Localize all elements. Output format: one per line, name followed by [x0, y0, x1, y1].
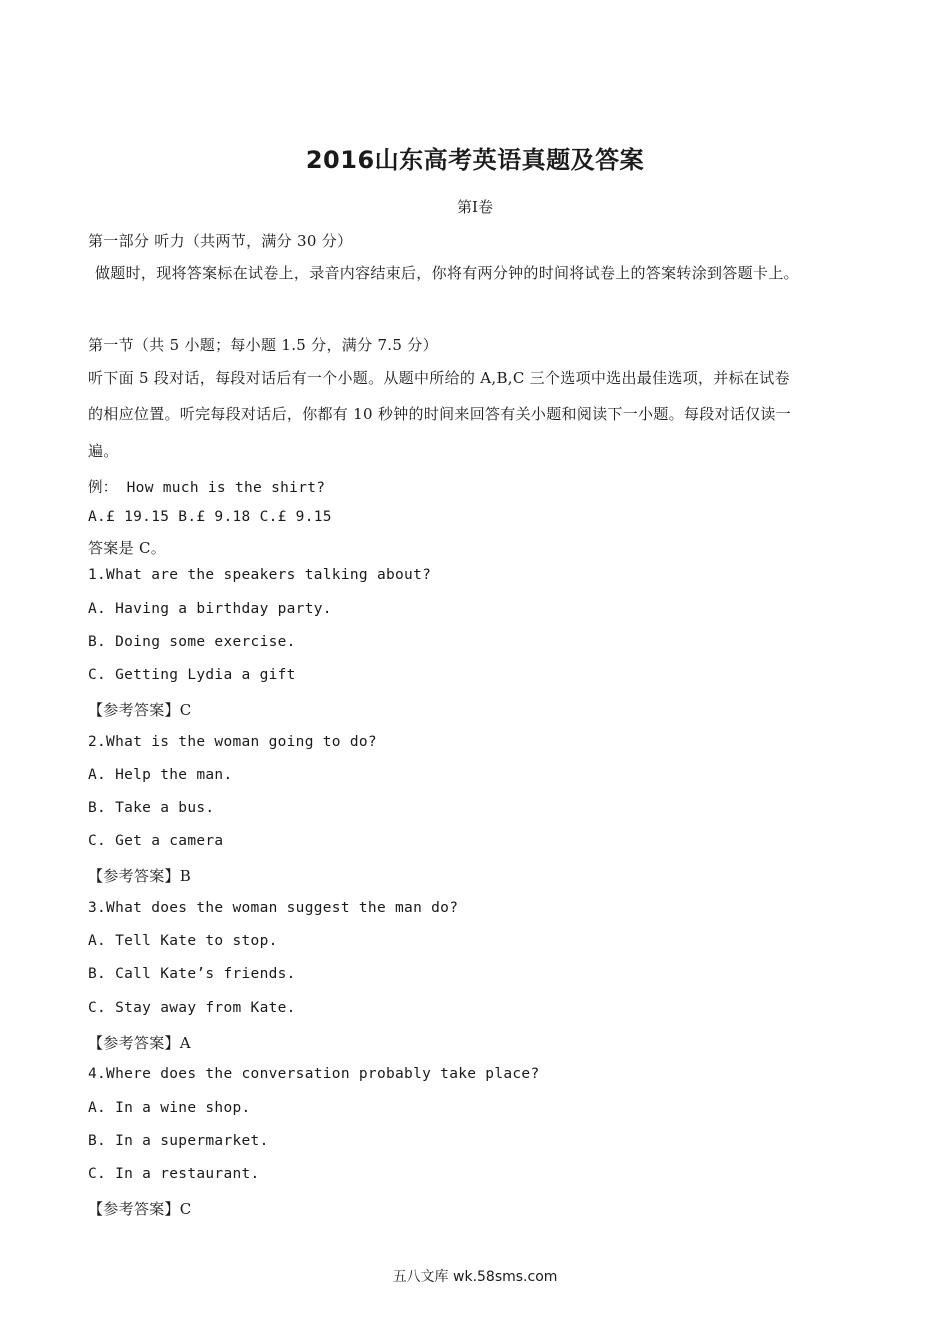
question-3-option-a: A. Tell Kate to stop. [88, 933, 278, 949]
question-1-option-a: A. Having a birthday party. [88, 601, 332, 617]
question-2-option-a: A. Help the man. [88, 767, 233, 783]
question-2-stem: 2.What is the woman going to do? [88, 734, 377, 750]
section1-directions-line1: 听下面 5 段对话，每段对话后有一个小题。从题中所给的 A,B,C 三个选项中选出最佳选项，并标在试卷 [88, 369, 790, 387]
question-1-answer: 【参考答案】C [88, 701, 192, 719]
question-2-answer: 【参考答案】B [88, 867, 192, 885]
question-2-option-c: C. Get a camera [88, 833, 224, 849]
question-4-option-b: B. In a supermarket. [88, 1133, 269, 1149]
question-3-option-c: C. Stay away from Kate. [88, 1000, 296, 1016]
question-4-option-a: A. In a wine shop. [88, 1100, 251, 1116]
document-title: 2016山东高考英语真题及答案 [305, 146, 645, 174]
section1-heading: 第一节（共 5 小题；每小题 1.5 分，满分 7.5 分） [88, 336, 438, 354]
question-1-option-b: B. Doing some exercise. [88, 634, 296, 650]
question-2-option-b: B. Take a bus. [88, 800, 215, 816]
part1-heading: 第一部分 听力（共两节，满分 30 分） [88, 232, 353, 250]
volume-label: 第I卷 [457, 198, 493, 216]
part1-instruction: 做题时，现将答案标在试卷上，录音内容结束后，你将有两分钟的时间将试卷上的答案转涂到答题卡上。 [95, 264, 799, 282]
example-question: 例： How much is the shirt? [88, 480, 326, 496]
question-4-answer: 【参考答案】C [88, 1200, 192, 1218]
example-options: A.£ 19.15 B.£ 9.18 C.£ 9.15 [88, 509, 332, 525]
question-3-option-b: B. Call Kate’s friends. [88, 966, 296, 982]
question-3-stem: 3.What does the woman suggest the man do? [88, 900, 459, 916]
footer-watermark: 五八文库 wk.58sms.com [392, 1269, 558, 1285]
question-4-stem: 4.Where does the conversation probably take place? [88, 1066, 540, 1082]
question-4-option-c: C. In a restaurant. [88, 1166, 260, 1182]
question-1-stem: 1.What are the speakers talking about? [88, 567, 432, 583]
question-3-answer: 【参考答案】A [88, 1034, 191, 1052]
example-answer: 答案是 C。 [88, 539, 167, 557]
section1-directions-line2: 的相应位置。听完每段对话后，你都有 10 秒钟的时间来回答有关小题和阅读下一小题。每段对话仅读一 [88, 405, 792, 423]
section1-directions-line3: 遍。 [88, 442, 119, 460]
question-1-option-c: C. Getting Lydia a gift [88, 667, 296, 683]
